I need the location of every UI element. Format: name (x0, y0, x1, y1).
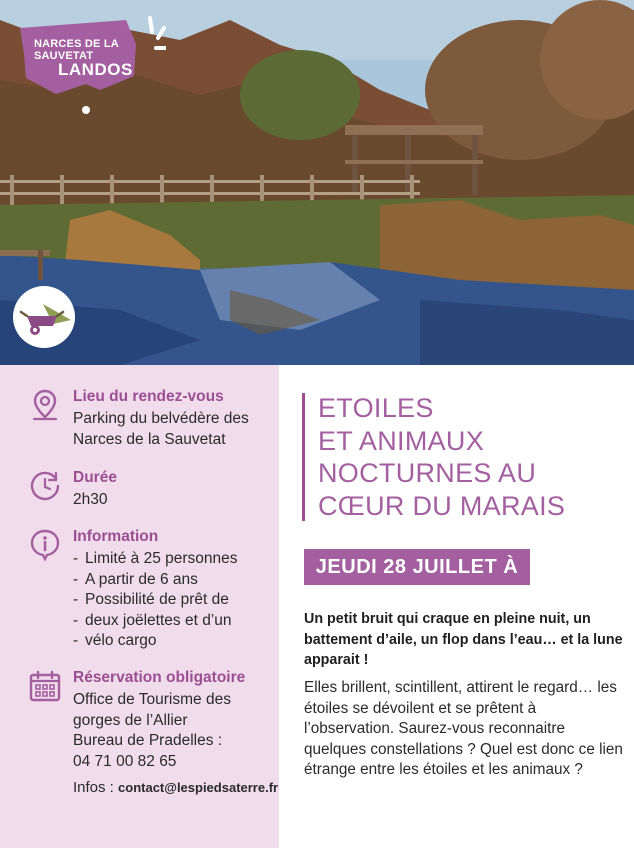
hero-photo (0, 0, 634, 365)
event-description: Elles brillent, scintillent, attirent le regard… les étoiles se dévoilent et se prêtent à l’observation. Saurez-vous reconnaitre quelques constellations ? Quel est donc ce lien étrange entre les étoiles et les animaux ? (304, 679, 623, 778)
location-pin-icon (28, 388, 62, 422)
reservation-section (28, 669, 273, 779)
information-section (28, 528, 273, 658)
joelette-icon (13, 286, 75, 348)
information-title: Information (73, 528, 159, 545)
meeting-place-line: Parking du belvédère des (73, 410, 249, 427)
information-list (73, 549, 238, 652)
event-title-line: ETOILES (318, 393, 434, 423)
logo-line2: LANDOS (58, 60, 133, 79)
event-title (318, 392, 628, 522)
information-bullet: - A partir de 6 ans (73, 570, 238, 591)
calendar-icon (28, 669, 62, 703)
event-date-banner: JEUDI 28 JUILLET À 19H30 (304, 549, 530, 585)
duration-value: 2h30 (73, 491, 108, 508)
contact-label: Infos : (73, 779, 114, 796)
meeting-place-text (73, 409, 249, 450)
information-bullet-continuation (73, 631, 238, 652)
info-icon (28, 528, 62, 562)
reservation-title: Réservation obligatoire (73, 669, 246, 686)
reservation-text (73, 690, 231, 772)
reservation-line: Bureau de Pradelles : (73, 732, 223, 749)
logo-line1: NARCES DE LA SAUVETAT (34, 38, 119, 62)
contact-email-link[interactable]: contact@lespiedsaterre.fr (118, 780, 279, 795)
meeting-place-line: Narces de la Sauvetat (73, 430, 226, 448)
meeting-place-title: Lieu du rendez-vous (73, 388, 224, 405)
duration-title: Durée (73, 469, 117, 486)
duration-section (28, 469, 273, 519)
event-title-line: ET ANIMAUX (318, 425, 485, 456)
contact-line (73, 779, 278, 796)
site-logo (18, 18, 148, 98)
meeting-place-section (28, 388, 273, 468)
information-bullet-continuation (73, 611, 238, 632)
event-title-line: NOCTURNES AU (318, 458, 537, 488)
reservation-line: Office de Tourisme des (73, 691, 231, 708)
accessibility-badge (13, 286, 75, 348)
event-title-line: CŒUR DU MARAIS (318, 490, 566, 521)
title-accent-bar (302, 393, 305, 521)
event-lead-text: Un petit bruit qui craque en pleine nuit, un battement d’aile, un flop dans l’eau… et la lune apparait ! (304, 611, 623, 668)
reservation-phone[interactable]: 04 71 00 82 65 (73, 752, 177, 770)
information-bullet: - Possibilité de prêt de (73, 590, 238, 611)
information-bullet-text: deux joëlettes et d’un (85, 611, 232, 629)
clock-icon (28, 469, 62, 503)
information-bullet: - Limité à 25 personnes (73, 549, 238, 570)
practical-info-panel (0, 365, 279, 848)
information-bullet-text: vélo cargo (85, 632, 157, 649)
reservation-line: gorges de l’Allier (73, 711, 188, 729)
